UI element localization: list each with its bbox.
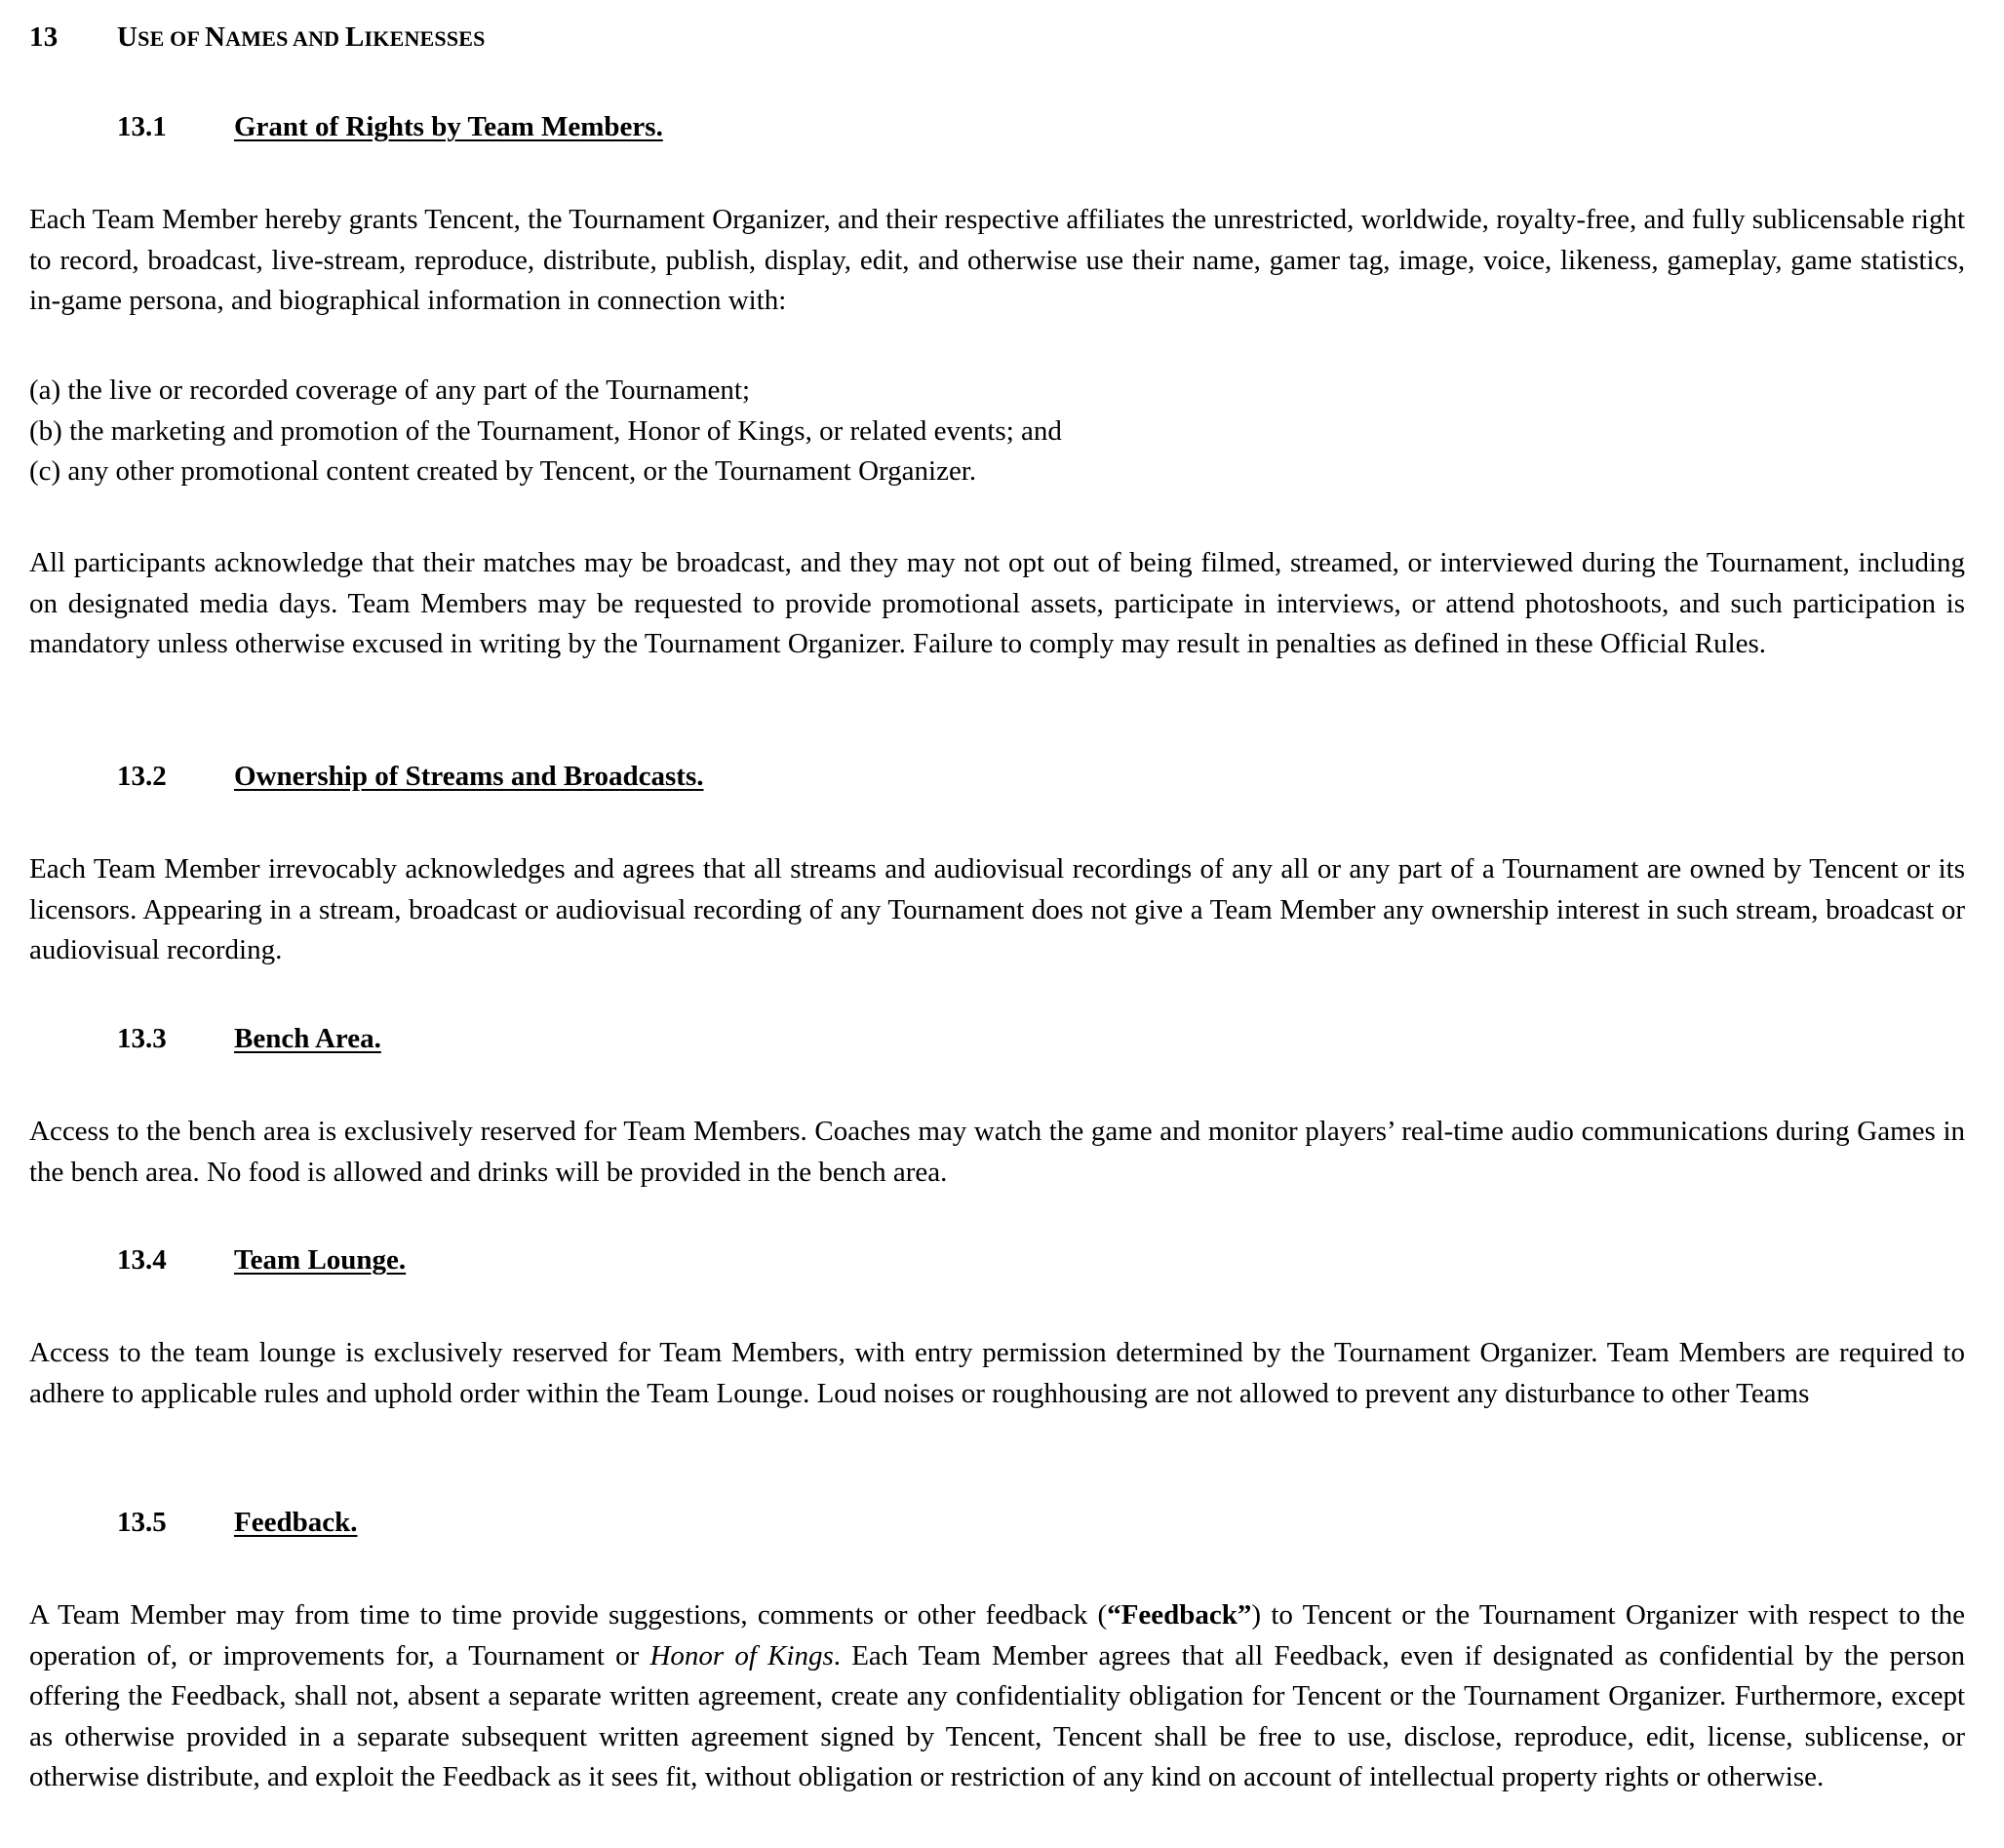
section-title-part: N: [205, 21, 226, 53]
section-title-part: SE OF: [138, 26, 205, 51]
subsection-13-1-list: [29, 371, 1965, 492]
subsection-13-1-paragraph-2: [29, 543, 1965, 665]
subsection-title: Team Lounge.: [234, 1244, 407, 1276]
section-title-part: IKENESSES: [364, 26, 486, 51]
section-title-part: L: [344, 21, 365, 53]
subsection-13-4-heading: [117, 1244, 406, 1277]
paragraph-segment: ) to Tencent or the Tournament Organizer with respect to the operation of, or improvements for, a Tournament or: [29, 1599, 1965, 1671]
subsection-number: 13.2: [117, 761, 167, 792]
subsection-title: Grant of Rights by Team Members.: [234, 111, 663, 142]
subsection-13-1-paragraph-1: [29, 200, 1965, 322]
subsection-13-5-heading: [117, 1507, 357, 1539]
paragraph-segment: A Team Member may from time to time provide suggestions, comments or other feedback (: [29, 1599, 1108, 1631]
list-item: (a) the live or recorded coverage of any part of the Tournament;: [29, 374, 751, 406]
list-item: (b) the marketing and promotion of the Tournament, Honor of Kings, or related events; and: [29, 414, 1062, 447]
subsection-13-4-paragraph: [29, 1333, 1965, 1414]
list-item: (c) any other promotional content created by Tencent, or the Tournament Organizer.: [29, 455, 977, 488]
paragraph-text: Each Team Member hereby grants Tencent, the Tournament Organizer, and their respective affiliates the unrestricted, worldwide, royalty-free, and fully sublicensable right to record, broadcast, live-stream, reproduce, distribute, publish, display, edit, and otherwise use their name, gamer tag, image, voice, likeness, gameplay, game statistics, in-game persona, and biographical information in connection with:: [29, 204, 1965, 317]
subsection-title: Ownership of Streams and Broadcasts.: [234, 761, 704, 792]
paragraph-segment: . Each Team Member agrees that all Feedback, even if designated as confidential by the person offering the Feedback, shall not, absent a separate written agreement, create any confidentiality obligation for Tencent or the Tournament Organizer. Furthermore, except as otherwise provided in a separate subsequent written agreement signed by Tencent, Tencent shall be free to use, disclose, reproduce, edit, license, sublicense, or otherwise distribute, and exploit the Feedback as it sees fit, without obligation or restriction of any kind on account of intellectual property rights or otherwise.: [29, 1639, 1965, 1793]
paragraph-text: Access to the team lounge is exclusively reserved for Team Members, with entry permission determined by the Tournament Organizer. Team Members are required to adhere to applicable rules and uphold order within the Team Lounge. Loud noises or roughhousing are not allowed to prevent any disturbance to other Teams: [29, 1337, 1965, 1409]
subsection-13-3-paragraph: [29, 1112, 1965, 1193]
subsection-13-2-paragraph: [29, 849, 1965, 971]
section-title-part: U: [117, 21, 138, 53]
subsection-title: Bench Area.: [234, 1023, 381, 1054]
paragraph-text: Each Team Member irrevocably acknowledges and agrees that all streams and audiovisual recordings of any all or any part of a Tournament are owned by Tencent or its licensors. Appearing in a stream, broadcast or audiovisual recording of any Tournament does not give a Team Member any ownership interest in such stream, broadcast or audiovisual recording.: [29, 853, 1965, 966]
subsection-13-2-heading: [117, 761, 704, 793]
paragraph-text: All participants acknowledge that their matches may be broadcast, and they may not opt out of being filmed, streamed, or interviewed during the Tournament, including on designated media days. Team Members may be requested to provide promotional assets, participate in interviews, or attend photoshoots, and such participation is mandatory unless otherwise excused in writing by the Tournament Organizer. Failure to comply may result in penalties as defined in these Official Rules.: [29, 547, 1965, 660]
section-number: 13: [29, 21, 59, 53]
subsection-number: 13.3: [117, 1023, 167, 1054]
section-heading: [29, 21, 486, 54]
defined-term: “Feedback”: [1107, 1599, 1252, 1631]
subsection-number: 13.4: [117, 1244, 167, 1276]
subsection-number: 13.1: [117, 111, 167, 142]
subsection-13-5-paragraph: [29, 1595, 1965, 1798]
section-title-part: AMES AND: [225, 26, 345, 51]
section-title: [117, 21, 486, 53]
subsection-13-1-heading: [117, 111, 663, 143]
game-title: Honor of Kings: [649, 1639, 834, 1671]
subsection-13-3-heading: [117, 1023, 381, 1055]
paragraph-text: [29, 1595, 1965, 1798]
subsection-number: 13.5: [117, 1507, 167, 1538]
paragraph-text: Access to the bench area is exclusively reserved for Team Members. Coaches may watch the game and monitor players’ real-time audio communications during Games in the bench area. No food is allowed and drinks will be provided in the bench area.: [29, 1116, 1965, 1188]
subsection-title: Feedback.: [234, 1507, 358, 1538]
